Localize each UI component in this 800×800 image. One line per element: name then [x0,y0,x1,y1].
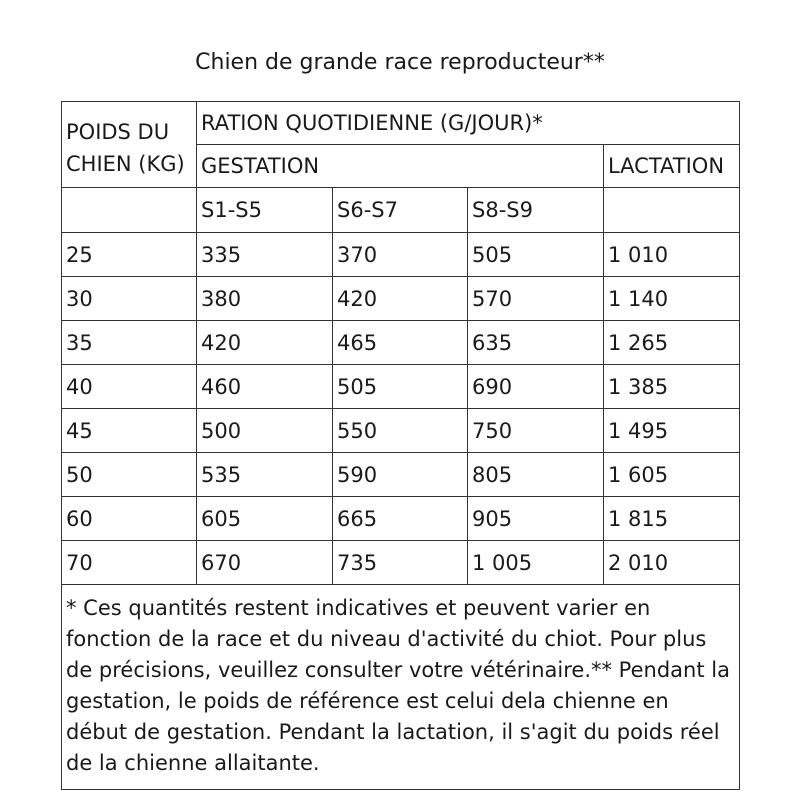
lactation-cell: 1 385 [604,365,740,409]
lactation-cell: 1 265 [604,321,740,365]
header-row-weeks [62,188,740,233]
gestation-s8-s9-cell: 635 [468,321,604,365]
footnote-text: * Ces quantités restent indicatives et peuvent varier en fonction de la race et du niveau d'activité du chiot. Pour plus de précisions, veuillez consulter votre vétérinaire.** Pendant la gestation, le poids de référence est celui dela chienne en début de gestation. Pendant la lactation, il s'agit du poids réel de la chienne allaitante. [62,585,740,790]
gestation-s8-s9-cell: 805 [468,453,604,497]
gestation-s1-s5-cell: 500 [197,409,333,453]
gestation-s1-s5-cell: 670 [197,541,333,585]
table-row [62,409,740,453]
empty-lactation-subheader [604,188,740,233]
lactation-cell: 2 010 [604,541,740,585]
gestation-s6-s7-cell: 505 [333,365,468,409]
lactation-cell: 1 495 [604,409,740,453]
gestation-s6-s7-cell: 550 [333,409,468,453]
gestation-s1-s5-cell: 605 [197,497,333,541]
gestation-s6-s7-cell: 420 [333,277,468,321]
gestation-s8-s9-cell: 905 [468,497,604,541]
week-s6-s7-header: S6-S7 [333,188,468,233]
lactation-cell: 1 605 [604,453,740,497]
lactation-cell: 1 815 [604,497,740,541]
lactation-cell: 1 010 [604,233,740,277]
weight-cell: 60 [62,497,197,541]
weight-cell: 50 [62,453,197,497]
gestation-s6-s7-cell: 370 [333,233,468,277]
ration-table [61,101,740,790]
gestation-s8-s9-cell: 750 [468,409,604,453]
weight-cell: 40 [62,365,197,409]
lactation-header: LACTATION [604,145,740,188]
gestation-s1-s5-cell: 460 [197,365,333,409]
header-row-ration [62,102,740,145]
gestation-s8-s9-cell: 690 [468,365,604,409]
empty-header-cell [62,188,197,233]
table-row [62,233,740,277]
gestation-s8-s9-cell: 505 [468,233,604,277]
gestation-s1-s5-cell: 335 [197,233,333,277]
page-title: Chien de grande race reproducteur** [195,50,605,75]
week-s1-s5-header: S1-S5 [197,188,333,233]
gestation-s8-s9-cell: 1 005 [468,541,604,585]
gestation-s6-s7-cell: 465 [333,321,468,365]
weight-cell: 45 [62,409,197,453]
ration-header: RATION QUOTIDIENNE (G/JOUR)* [197,102,740,145]
table-row [62,277,740,321]
gestation-s8-s9-cell: 570 [468,277,604,321]
gestation-header: GESTATION [197,145,604,188]
week-s8-s9-header: S8-S9 [468,188,604,233]
lactation-cell: 1 140 [604,277,740,321]
table-row [62,365,740,409]
gestation-s1-s5-cell: 535 [197,453,333,497]
weight-cell: 30 [62,277,197,321]
gestation-s6-s7-cell: 590 [333,453,468,497]
gestation-s1-s5-cell: 380 [197,277,333,321]
table-row [62,541,740,585]
weight-cell: 35 [62,321,197,365]
table-row [62,453,740,497]
gestation-s6-s7-cell: 735 [333,541,468,585]
gestation-s6-s7-cell: 665 [333,497,468,541]
weight-header: POIDS DU CHIEN (KG) [62,102,197,188]
table-row [62,497,740,541]
table-row [62,321,740,365]
footnote-row [62,585,740,790]
gestation-s1-s5-cell: 420 [197,321,333,365]
weight-cell: 70 [62,541,197,585]
weight-cell: 25 [62,233,197,277]
